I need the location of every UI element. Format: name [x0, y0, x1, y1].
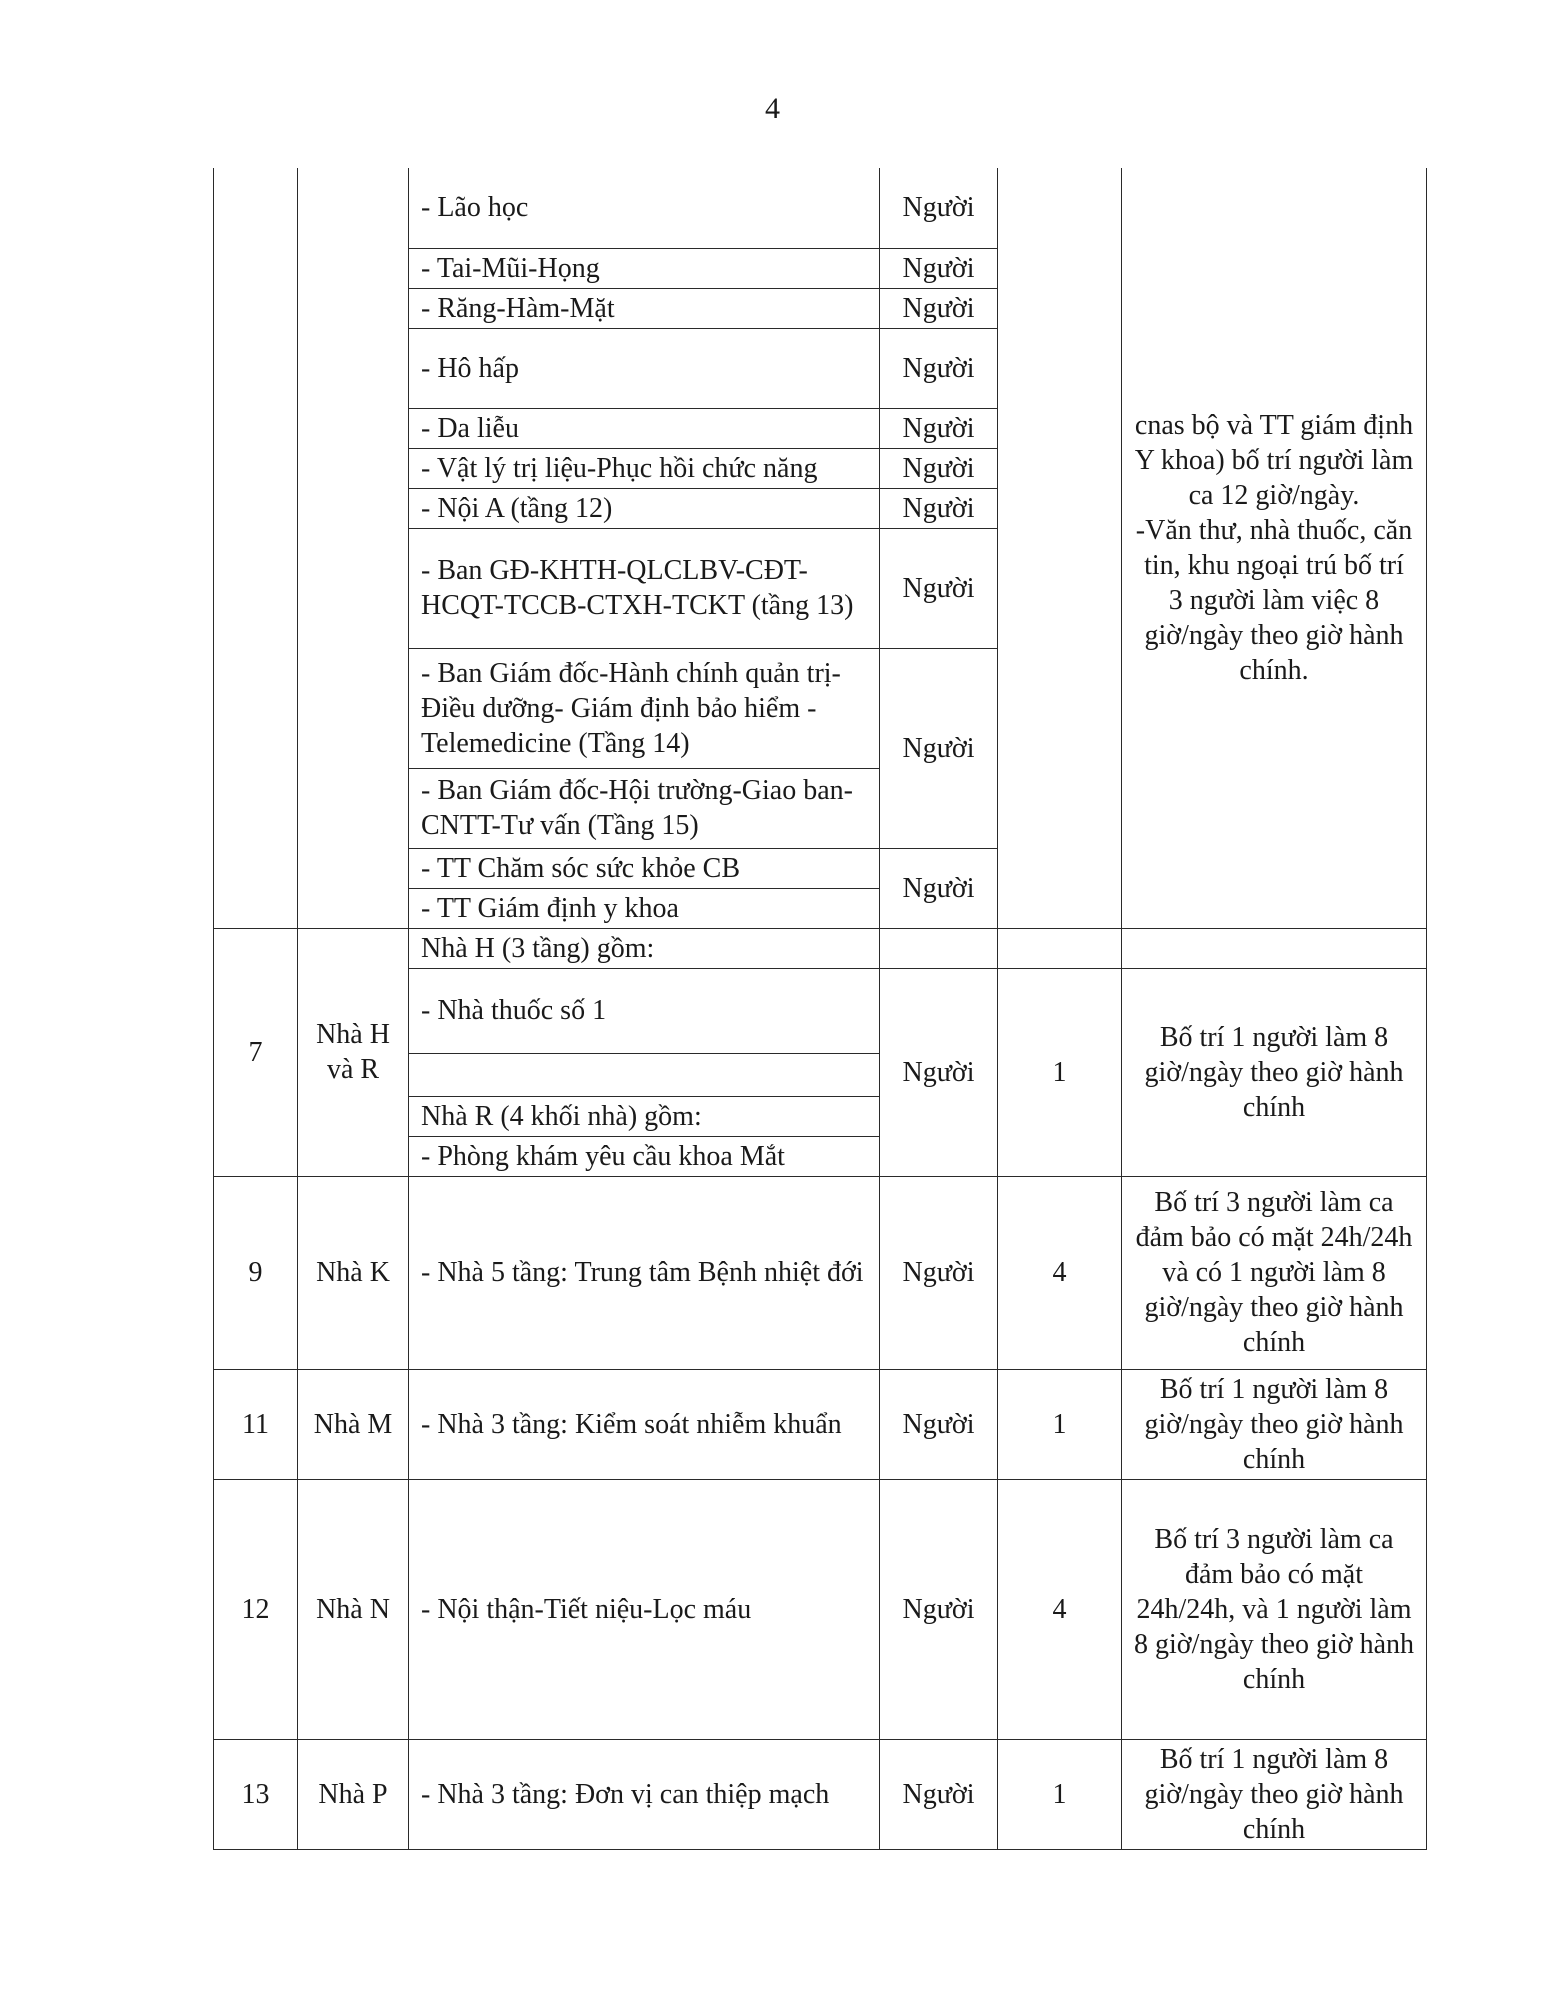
stt-cell [214, 168, 298, 928]
building-cell: Nhà K [298, 1176, 409, 1369]
item-cell: Nhà R (4 khối nhà) gồm: [409, 1096, 880, 1136]
table-row [214, 1176, 1427, 1369]
unit-cell [880, 928, 998, 968]
item-cell: - TT Giám định y khoa [409, 888, 880, 928]
unit-cell: Người [880, 848, 998, 928]
item-cell: - Nội thận-Tiết niệu-Lọc máu [409, 1479, 880, 1739]
note-cell: Bố trí 3 người làm ca đảm bảo có mặt 24h/24h và có 1 người làm 8 giờ/ngày theo giờ hành chính [1122, 1176, 1427, 1369]
stt-cell: 11 [214, 1369, 298, 1479]
item-cell: - Răng-Hàm-Mặt [409, 288, 880, 328]
item-cell: Nhà H (3 tầng) gồm: [409, 928, 880, 968]
count-cell: 1 [998, 1739, 1122, 1849]
unit-cell: Người [880, 328, 998, 408]
unit-cell: Người [880, 528, 998, 648]
item-cell: - TT Chăm sóc sức khỏe CB [409, 848, 880, 888]
building-cell: Nhà M [298, 1369, 409, 1479]
unit-cell: Người [880, 448, 998, 488]
unit-cell: Người [880, 648, 998, 848]
count-cell [998, 168, 1122, 928]
count-cell: 4 [998, 1176, 1122, 1369]
unit-cell: Người [880, 408, 998, 448]
item-cell: - Vật lý trị liệu-Phục hồi chức năng [409, 448, 880, 488]
note-cell: Bố trí 1 người làm 8 giờ/ngày theo giờ hành chính [1122, 968, 1427, 1176]
item-cell: - Ban Giám đốc-Hành chính quản trị-Điều dưỡng- Giám định bảo hiểm -Telemedicine (Tầng 14) [409, 648, 880, 768]
note-cell: Bố trí 3 người làm ca đảm bảo có mặt 24h/24h, và 1 người làm 8 giờ/ngày theo giờ hành chính [1122, 1479, 1427, 1739]
unit-cell: Người [880, 968, 998, 1176]
item-cell: - Nhà 3 tầng: Đơn vị can thiệp mạch [409, 1739, 880, 1849]
unit-cell: Người [880, 168, 998, 248]
count-cell: 4 [998, 1479, 1122, 1739]
item-cell: - Nhà 5 tầng: Trung tâm Bệnh nhiệt đới [409, 1176, 880, 1369]
note-cell: Bố trí 1 người làm 8 giờ/ngày theo giờ hành chính [1122, 1739, 1427, 1849]
table-row [214, 1739, 1427, 1849]
item-cell: - Da liễu [409, 408, 880, 448]
table-row [214, 1479, 1427, 1739]
stt-cell: 13 [214, 1739, 298, 1849]
unit-cell: Người [880, 1369, 998, 1479]
item-cell: - Tai-Mũi-Họng [409, 248, 880, 288]
table-row [214, 168, 1427, 248]
item-cell: - Nhà thuốc số 1 [409, 968, 880, 1053]
item-cell: - Lão học [409, 168, 880, 248]
unit-cell: Người [880, 488, 998, 528]
building-cell: Nhà H và R [298, 928, 409, 1176]
stt-cell: 7 [214, 928, 298, 1176]
item-cell [409, 1053, 880, 1096]
unit-cell: Người [880, 1739, 998, 1849]
item-cell: - Nhà 3 tầng: Kiểm soát nhiễm khuẩn [409, 1369, 880, 1479]
item-cell: - Ban GĐ-KHTH-QLCLBV-CĐT-HCQT-TCCB-CTXH-TCKT (tầng 13) [409, 528, 880, 648]
unit-cell: Người [880, 1479, 998, 1739]
count-cell: 1 [998, 968, 1122, 1176]
table-row [214, 1369, 1427, 1479]
item-cell: - Nội A (tầng 12) [409, 488, 880, 528]
note-cell: Bố trí 1 người làm 8 giờ/ngày theo giờ hành chính [1122, 1369, 1427, 1479]
page-number: 4 [765, 92, 780, 125]
stt-cell: 9 [214, 1176, 298, 1369]
building-cell: Nhà P [298, 1739, 409, 1849]
item-cell: - Phòng khám yêu cầu khoa Mắt [409, 1136, 880, 1176]
unit-cell: Người [880, 288, 998, 328]
unit-cell: Người [880, 1176, 998, 1369]
count-cell: 1 [998, 1369, 1122, 1479]
item-cell: - Ban Giám đốc-Hội trường-Giao ban-CNTT-Tư vấn (Tầng 15) [409, 768, 880, 848]
note-cell [1122, 928, 1427, 968]
table-row [214, 928, 1427, 968]
building-cell: Nhà N [298, 1479, 409, 1739]
note-cell: cnas bộ và TT giám định Y khoa) bố trí người làm ca 12 giờ/ngày. -Văn thư, nhà thuốc, căn tin, khu ngoại trú bố trí 3 người làm việc 8 giờ/ngày theo giờ hành chính. [1122, 168, 1427, 928]
unit-cell: Người [880, 248, 998, 288]
count-cell [998, 928, 1122, 968]
staffing-table [213, 168, 1427, 1850]
building-cell [298, 168, 409, 928]
stt-cell: 12 [214, 1479, 298, 1739]
item-cell: - Hô hấp [409, 328, 880, 408]
